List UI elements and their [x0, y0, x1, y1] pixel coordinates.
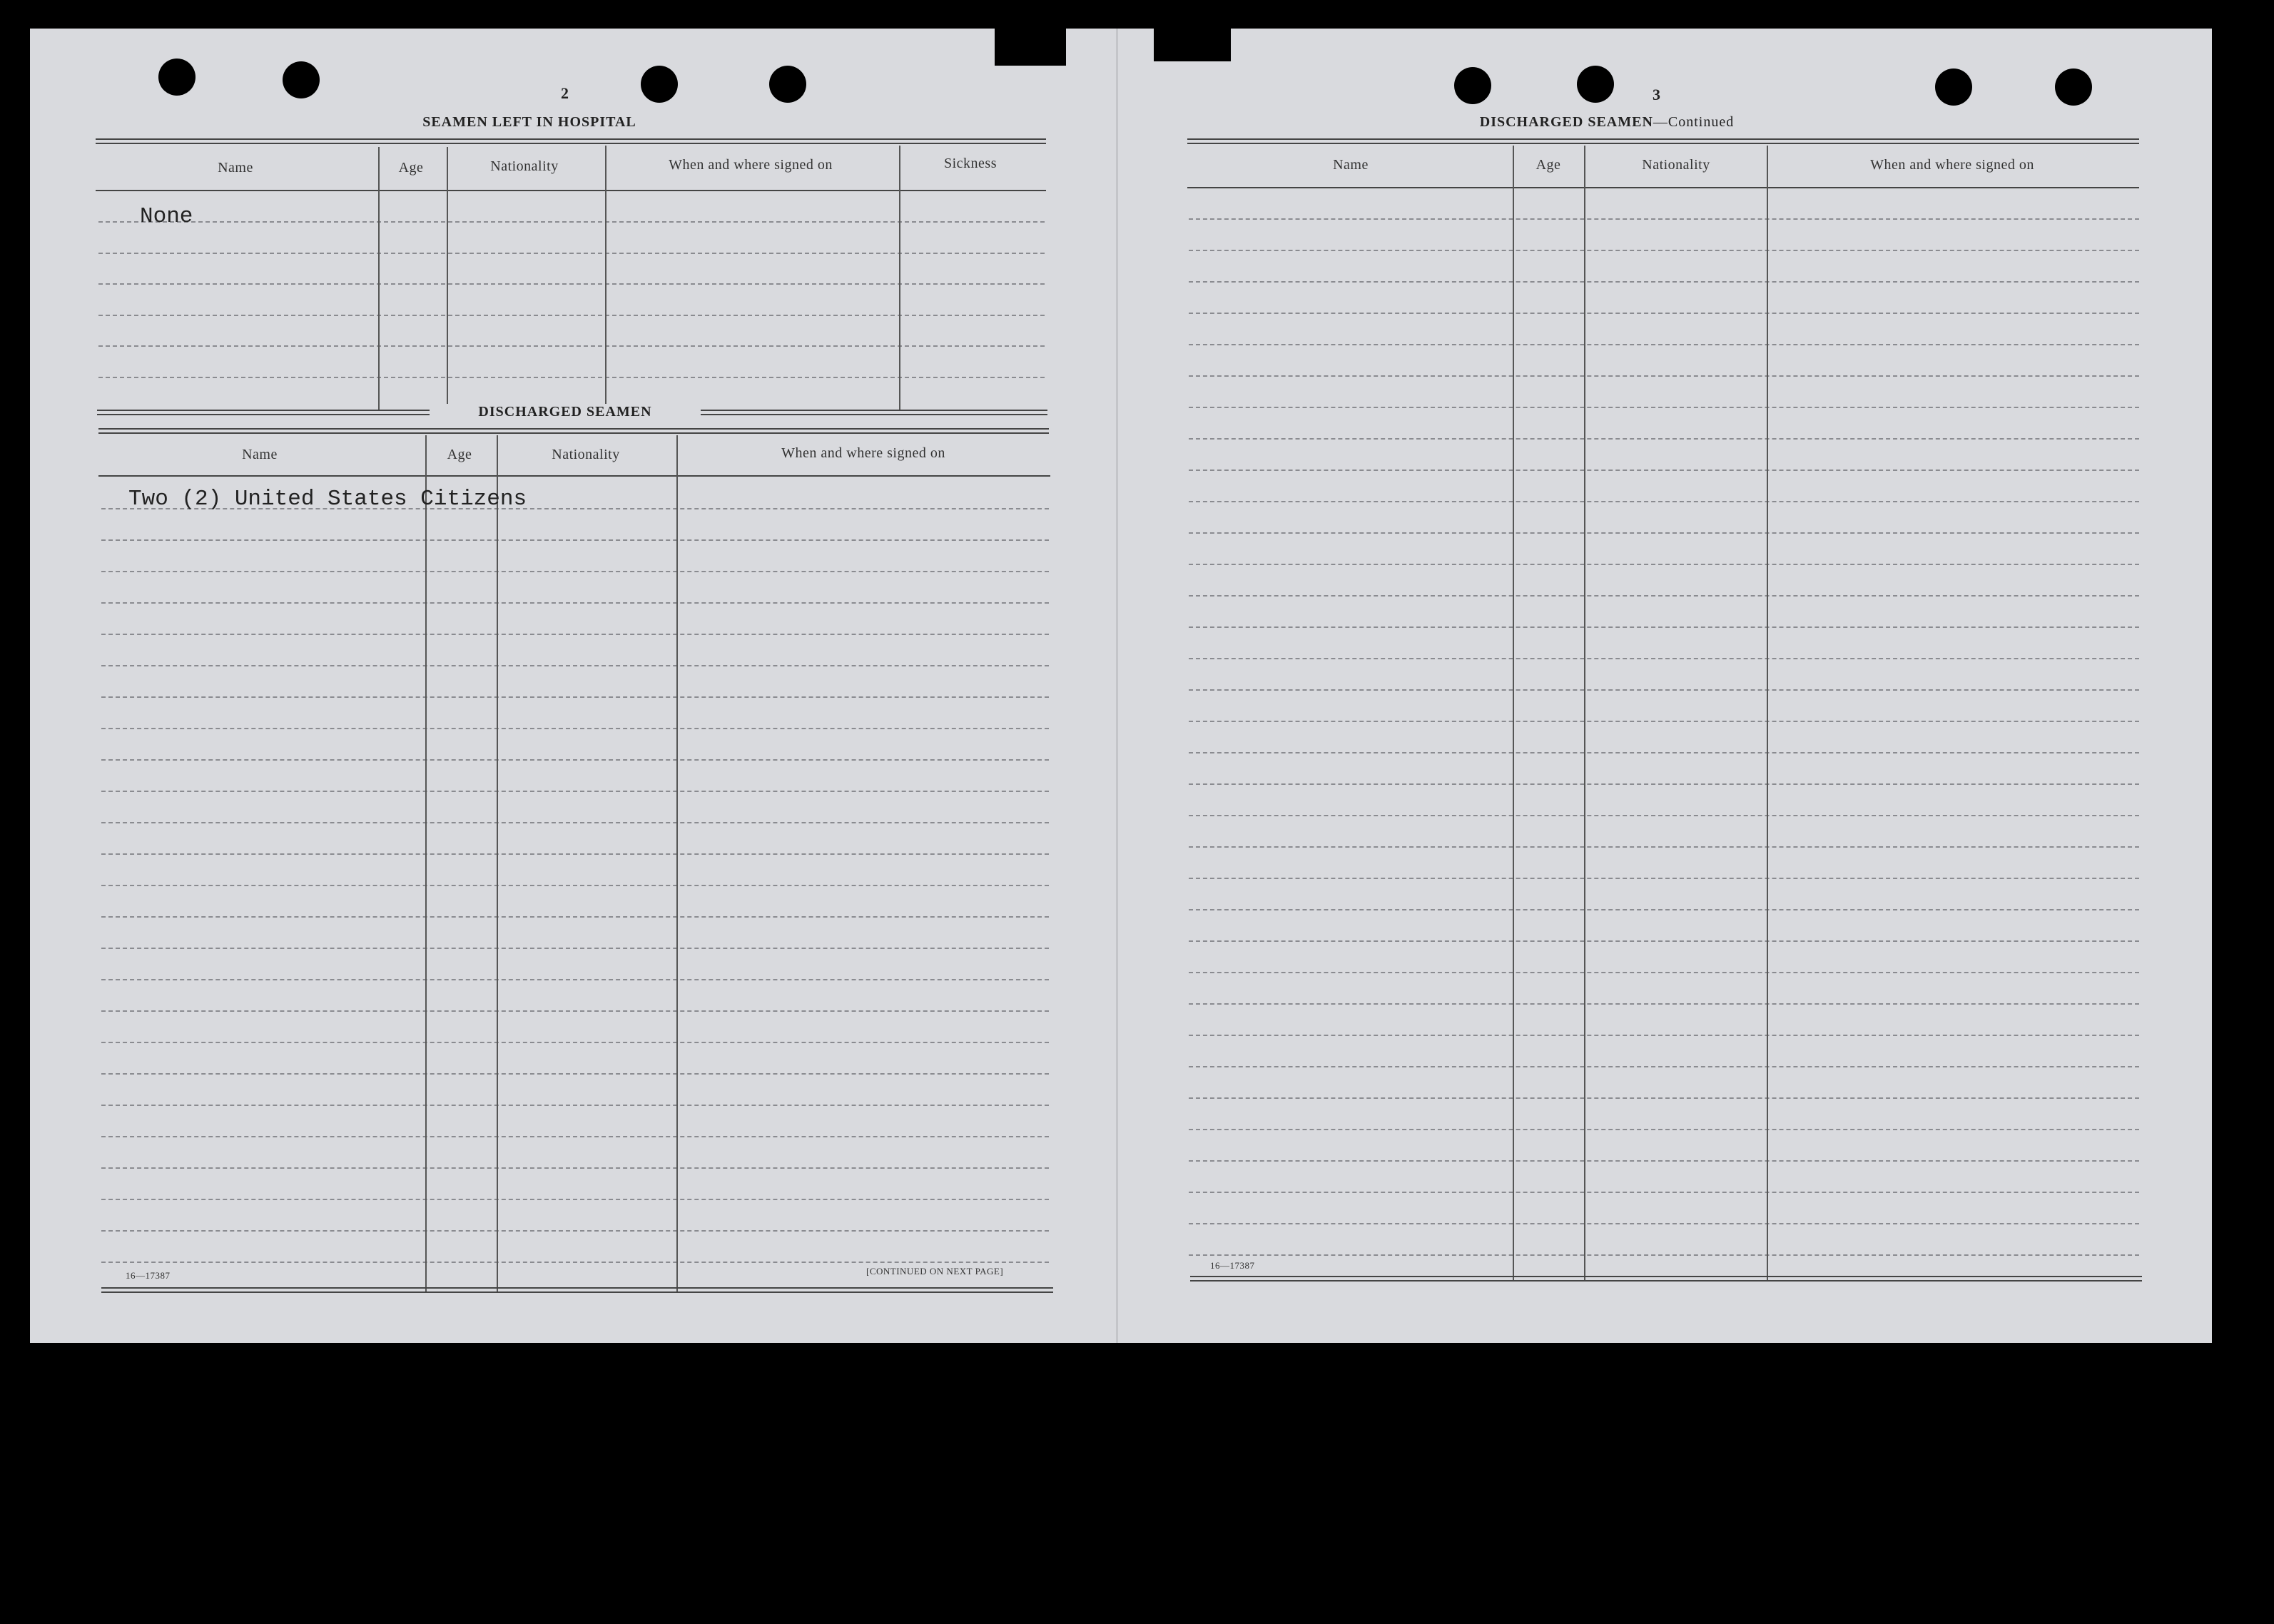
- page-number: 2: [561, 84, 569, 102]
- ruled-line: [101, 571, 1049, 572]
- hospital-section-title: SEAMEN LEFT IN HOSPITAL: [422, 114, 636, 130]
- rule: [1187, 138, 2139, 140]
- rule: [1187, 187, 2139, 188]
- ruled-line: [98, 345, 1045, 347]
- column-header-name: Name: [218, 160, 253, 176]
- column-divider: [378, 147, 380, 411]
- ruled-line: [101, 979, 1049, 980]
- column-header-sickness: Sickness: [944, 156, 997, 171]
- ruled-line: [101, 696, 1049, 698]
- ruled-line: [1189, 470, 2139, 471]
- ruled-line: [101, 1230, 1049, 1232]
- rule: [96, 143, 1046, 144]
- ruled-line: [1189, 1160, 2139, 1162]
- ruled-line: [98, 253, 1045, 254]
- ruled-line: [101, 1073, 1049, 1075]
- ruled-line: [1189, 1066, 2139, 1067]
- ruled-line: [101, 602, 1049, 604]
- ruled-line: [1189, 1223, 2139, 1224]
- binder-hole: [158, 59, 196, 96]
- ruled-line: [1189, 1097, 2139, 1099]
- column-divider: [676, 435, 678, 1291]
- ruled-line: [101, 1262, 1049, 1263]
- column-divider: [425, 435, 427, 1291]
- ruled-line: [1189, 1129, 2139, 1130]
- ruled-line: [98, 283, 1045, 285]
- title-main: DISCHARGED SEAMEN: [1479, 114, 1653, 130]
- column-header-signed-on: When and where signed on: [781, 445, 945, 461]
- ruled-line: [98, 315, 1045, 316]
- rule: [98, 475, 1050, 477]
- binder-hole: [1577, 66, 1614, 103]
- rule: [96, 138, 1046, 140]
- binder-hole: [2055, 68, 2092, 106]
- ruled-line: [1189, 595, 2139, 597]
- column-header-age: Age: [447, 447, 472, 462]
- hospital-entry: None: [140, 204, 193, 229]
- column-divider: [1513, 146, 1514, 1280]
- column-divider: [1767, 146, 1768, 1280]
- ruled-line: [101, 634, 1049, 635]
- ruled-line: [1189, 626, 2139, 628]
- ruled-line: [1189, 689, 2139, 691]
- ruled-line: [101, 948, 1049, 949]
- ruled-line: [101, 1105, 1049, 1106]
- column-header-age: Age: [1536, 157, 1561, 173]
- ruled-line: [101, 1199, 1049, 1200]
- ruled-line: [1189, 783, 2139, 785]
- column-header-nationality: Nationality: [552, 447, 620, 462]
- discharged-section-title: DISCHARGED SEAMEN: [430, 404, 701, 420]
- rule: [1187, 143, 2139, 144]
- ruled-line: [1189, 1192, 2139, 1193]
- ruled-line: [1189, 972, 2139, 973]
- ruled-line: [1189, 846, 2139, 848]
- ruled-line: [1189, 940, 2139, 942]
- ruled-line: [101, 1167, 1049, 1169]
- binder-hole: [1454, 67, 1491, 104]
- column-divider: [447, 147, 448, 411]
- ruled-line: [1189, 407, 2139, 408]
- ruled-line: [1189, 532, 2139, 534]
- ruled-line: [98, 377, 1045, 378]
- column-divider: [605, 146, 606, 410]
- rule: [101, 1291, 1053, 1293]
- form-number: 16—17387: [126, 1270, 171, 1281]
- ruled-line: [101, 1042, 1049, 1043]
- column-divider: [899, 146, 900, 410]
- continued-note: [CONTINUED ON NEXT PAGE]: [866, 1266, 1004, 1277]
- ruled-line: [1189, 1254, 2139, 1256]
- ruled-line: [101, 759, 1049, 761]
- ruled-line: [1189, 438, 2139, 440]
- ruled-line: [101, 1136, 1049, 1137]
- ruled-line: [1189, 218, 2139, 220]
- title-suffix: —Continued: [1653, 114, 1735, 130]
- column-divider: [497, 435, 498, 1291]
- column-divider: [1584, 146, 1585, 1280]
- binder-hole: [769, 66, 806, 103]
- ruled-line: [1189, 658, 2139, 659]
- ledger-sheet: [30, 29, 2212, 1343]
- rule: [1190, 1280, 2142, 1282]
- form-number: 16—17387: [1210, 1260, 1255, 1271]
- page-number: 3: [1653, 86, 1661, 103]
- discharged-continued-title: [1428, 114, 1785, 131]
- ruled-line: [101, 916, 1049, 918]
- ruled-line: [1189, 721, 2139, 722]
- discharged-entry: Two (2) United States Citizens: [128, 487, 527, 512]
- binder-hole: [283, 61, 320, 98]
- binder-hole: [1935, 68, 1972, 106]
- rule: [1190, 1276, 2142, 1277]
- ruled-line: [1189, 815, 2139, 816]
- ruled-line: [1189, 281, 2139, 283]
- ruled-line: [1189, 1035, 2139, 1036]
- column-header-nationality: Nationality: [490, 158, 559, 174]
- ruled-line: [101, 665, 1049, 666]
- column-header-name: Name: [1333, 157, 1369, 173]
- ruled-line: [1189, 344, 2139, 345]
- ruled-line: [1189, 375, 2139, 377]
- column-header-signed-on: When and where signed on: [669, 157, 833, 173]
- rule: [96, 190, 1046, 191]
- rule: [98, 428, 1049, 430]
- column-header-age: Age: [398, 160, 424, 176]
- ruled-line: [101, 822, 1049, 823]
- ruled-line: [101, 885, 1049, 886]
- ruled-line: [1189, 909, 2139, 910]
- rule: [101, 1287, 1053, 1289]
- ruled-line: [101, 728, 1049, 729]
- ruled-line: [1189, 564, 2139, 565]
- ruled-line: [101, 791, 1049, 792]
- ruled-line: [98, 221, 1045, 223]
- rule: [98, 432, 1049, 434]
- torn-notch: [1154, 29, 1231, 61]
- column-header-signed-on: When and where signed on: [1870, 157, 2034, 173]
- ruled-line: [101, 1010, 1049, 1012]
- ruled-line: [1189, 1003, 2139, 1005]
- column-header-name: Name: [242, 447, 278, 462]
- ruled-line: [1189, 313, 2139, 314]
- page-fold: [1116, 29, 1118, 1343]
- ruled-line: [101, 539, 1049, 541]
- ruled-line: [1189, 752, 2139, 753]
- ruled-line: [1189, 250, 2139, 251]
- ruled-line: [1189, 501, 2139, 502]
- column-header-nationality: Nationality: [1642, 157, 1710, 173]
- binder-hole: [641, 66, 678, 103]
- ruled-line: [101, 853, 1049, 855]
- torn-notch: [995, 29, 1066, 66]
- ruled-line: [1189, 878, 2139, 879]
